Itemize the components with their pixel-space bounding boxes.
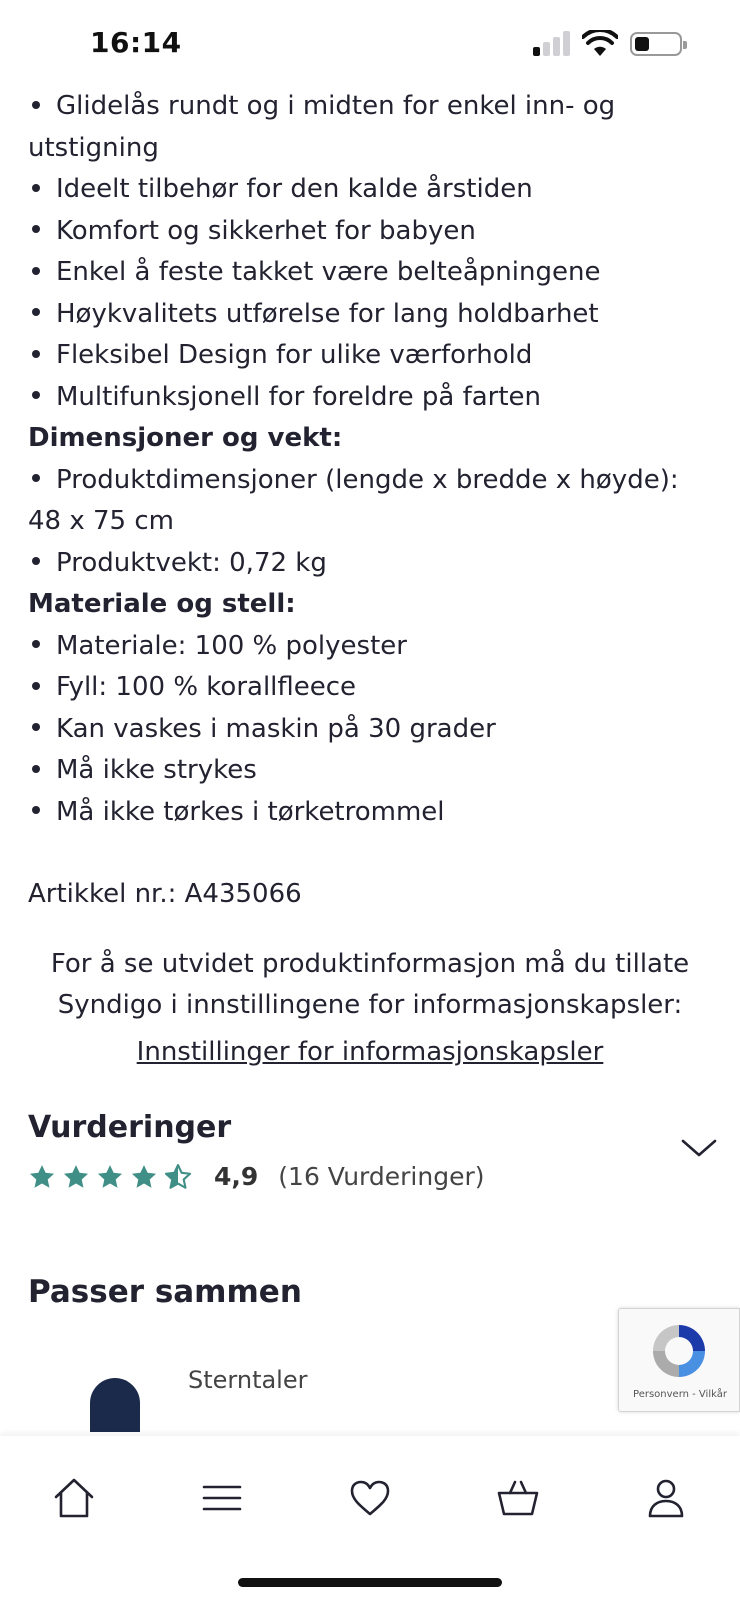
bottom-navigation bbox=[0, 1436, 740, 1600]
list-item: Produktdimensjoner (lengde x bredde x høyde): 48 x 75 cm bbox=[28, 464, 679, 536]
list-item: Høykvalitets utførelse for lang holdbarhet bbox=[28, 294, 718, 336]
list-item: Fleksibel Design for ulike værforhold bbox=[28, 335, 718, 377]
list-item: Komfort og sikkerhet for babyen bbox=[28, 211, 718, 253]
user-icon[interactable] bbox=[644, 1476, 688, 1520]
star-icon bbox=[28, 1163, 56, 1191]
bullet-icon bbox=[32, 308, 40, 316]
list-item: Enkel å feste takket være belteåpningene bbox=[28, 252, 718, 294]
heart-icon[interactable] bbox=[348, 1476, 392, 1520]
bullet-icon bbox=[32, 765, 40, 773]
product-description bbox=[28, 86, 718, 916]
product-image[interactable] bbox=[88, 1372, 142, 1432]
chevron-down-icon[interactable] bbox=[680, 1132, 718, 1162]
star-icon bbox=[62, 1163, 90, 1191]
star-icon bbox=[130, 1163, 158, 1191]
notice-text: For å se utvidet produktinformasjon må du tillate Syndigo i innstillingene for informasjonskapsler: bbox=[50, 949, 690, 1020]
list-item: Ideelt tilbehør for den kalde årstiden bbox=[28, 169, 718, 211]
recaptcha-badge[interactable] bbox=[618, 1308, 740, 1412]
article-number: Artikkel nr.: A435066 bbox=[28, 879, 302, 909]
status-time: 16:14 bbox=[90, 26, 182, 59]
wifi-icon bbox=[582, 30, 618, 58]
bullet-icon bbox=[32, 474, 40, 482]
bullet-icon bbox=[32, 350, 40, 358]
material-list bbox=[28, 626, 718, 834]
list-item: Må ikke strykes bbox=[28, 750, 718, 792]
dimensions-heading: Dimensjoner og vekt: bbox=[28, 423, 343, 453]
list-item: Glidelås rundt og i midten for enkel inn- og utstigning bbox=[28, 91, 616, 163]
bullet-icon bbox=[32, 101, 40, 109]
material-heading: Materiale og stell: bbox=[28, 589, 296, 619]
extended-info-notice bbox=[20, 944, 720, 1073]
bullet-icon bbox=[32, 557, 40, 565]
bullet-icon bbox=[32, 682, 40, 690]
rating-count: (16 Vurderinger) bbox=[278, 1162, 485, 1191]
list-item: Multifunksjonell for foreldre på farten bbox=[28, 377, 718, 419]
list-item: Produktvekt: 0,72 kg bbox=[28, 543, 718, 585]
star-icon bbox=[96, 1163, 124, 1191]
matching-products-title: Passer sammen bbox=[28, 1274, 302, 1310]
ratings-section[interactable] bbox=[28, 1110, 718, 1210]
rating-average: 4,9 bbox=[214, 1162, 259, 1191]
half-star-icon bbox=[164, 1163, 192, 1191]
bullet-icon bbox=[32, 723, 40, 731]
home-icon[interactable] bbox=[52, 1476, 96, 1520]
recaptcha-icon bbox=[647, 1319, 711, 1383]
bullet-icon bbox=[32, 225, 40, 233]
product-brand[interactable]: Sterntaler bbox=[188, 1366, 308, 1394]
basket-icon[interactable] bbox=[496, 1476, 540, 1520]
ratings-title: Vurderinger bbox=[28, 1110, 232, 1145]
bullet-icon bbox=[32, 267, 40, 275]
menu-icon[interactable] bbox=[200, 1476, 244, 1520]
recaptcha-terms[interactable]: Personvern - Vilkår bbox=[633, 1389, 727, 1400]
bullet-icon bbox=[32, 806, 40, 814]
rating-summary bbox=[28, 1162, 485, 1191]
status-bar bbox=[0, 0, 740, 86]
bullet-icon bbox=[32, 184, 40, 192]
cookie-settings-link[interactable]: Innstillinger for informasjonskapsler bbox=[136, 1037, 604, 1067]
list-item: Fyll: 100 % korallfleece bbox=[28, 667, 718, 709]
cellular-signal-icon bbox=[533, 30, 571, 56]
battery-icon bbox=[630, 32, 682, 56]
bullet-icon bbox=[32, 391, 40, 399]
list-item: Kan vaskes i maskin på 30 grader bbox=[28, 709, 718, 751]
list-item: Må ikke tørkes i tørketrommel bbox=[28, 792, 718, 834]
feature-list bbox=[28, 86, 718, 418]
bullet-icon bbox=[32, 640, 40, 648]
home-indicator bbox=[238, 1578, 502, 1587]
list-item: Materiale: 100 % polyester bbox=[28, 626, 718, 668]
dimensions-list bbox=[28, 460, 718, 585]
